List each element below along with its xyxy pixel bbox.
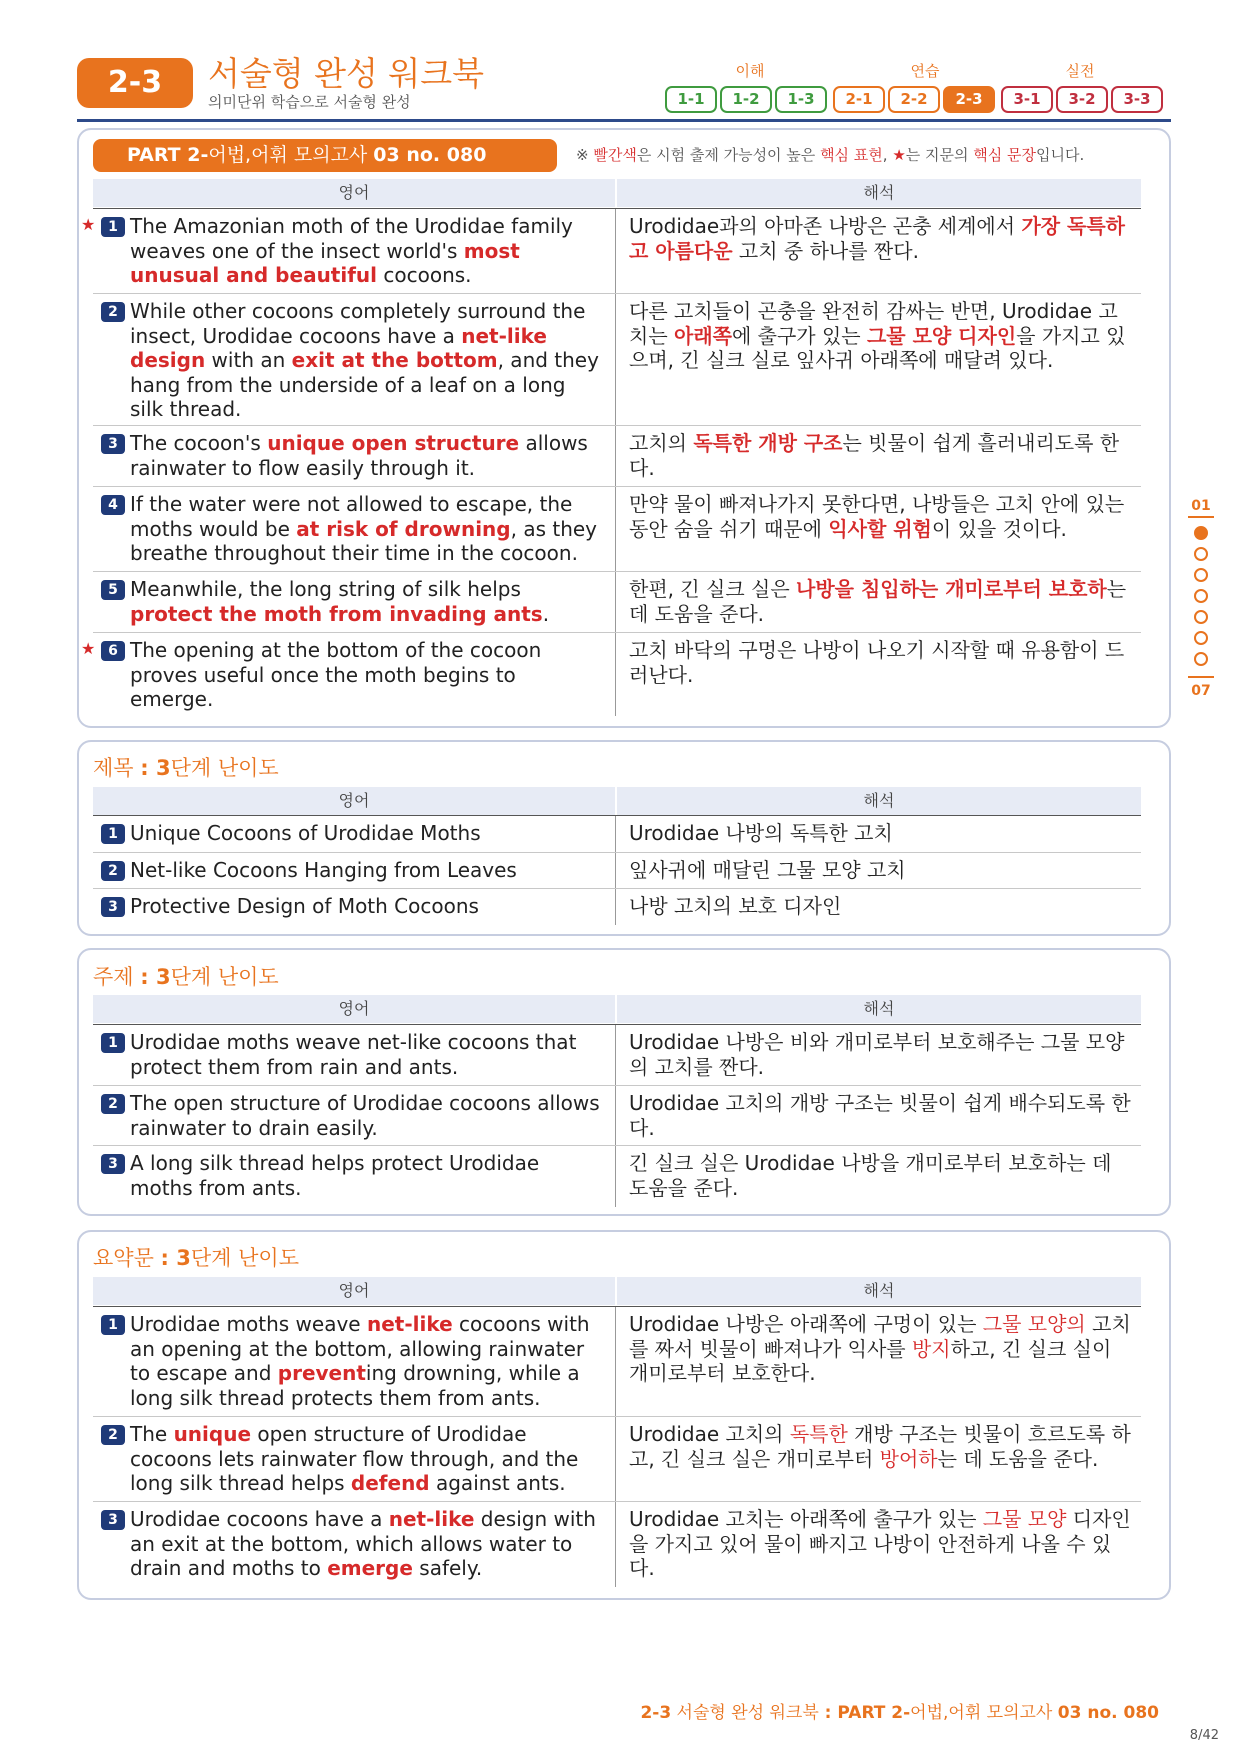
text-segment: Urodidae 나방은 비와 개미로부터 보호해주는 그물 모양의 고치를 짠다. (629, 1030, 1125, 1079)
text-segment: 고치를 짜서 빗물이 빠져나가 익사를 (629, 1312, 1131, 1361)
text-segment: safely. (412, 1556, 483, 1580)
korean-translation (629, 821, 1134, 846)
nav-step-1-1[interactable]: 1-1 (665, 86, 717, 113)
text-segment: 이 있을 것이다. (931, 516, 1067, 541)
english-text (130, 214, 600, 288)
part-label: PART 2-어법,어휘 모의고사 03 no. 080 (93, 139, 557, 172)
korean-translation (629, 431, 1134, 480)
text-segment: , and they hang from the underside of a leaf on a long silk thread. (130, 348, 599, 421)
side-progress-end: 07 (1191, 683, 1211, 699)
nav-step-1-2[interactable]: 1-2 (720, 86, 772, 113)
text-segment: 는 빗물이 쉽게 흘러내리도록 한다. (629, 431, 1120, 480)
key-sentence-star-icon: ★ (81, 639, 96, 658)
theme-section-heading: 주제 : 3단계 난이도 (93, 965, 279, 989)
text-segment: . (542, 601, 550, 626)
text-segment: 아래쪽 (674, 323, 732, 348)
column-divider (615, 1025, 616, 1086)
page-number: 8/42 (1189, 1728, 1219, 1743)
english-text (130, 1312, 600, 1410)
english-text (130, 431, 600, 480)
text-segment: ing drowning, while a long silk thread protects them from ants. (130, 1361, 580, 1410)
text-segment: cocoons with an opening at the bottom, allowing rainwater to escape and (130, 1312, 590, 1385)
row-number-badge: 3 (101, 1154, 125, 1174)
text-segment: against ants. (429, 1471, 566, 1495)
nav-step-2-1[interactable]: 2-1 (833, 86, 885, 113)
column-divider (615, 889, 616, 925)
row-number-badge: 1 (101, 824, 125, 844)
summary-column-header-english: 영어 (93, 1277, 615, 1305)
column-header-korean: 해석 (617, 179, 1141, 207)
row-number-badge: 2 (101, 1425, 125, 1445)
table-row (93, 852, 1141, 888)
side-progress-bar-top (1188, 516, 1214, 518)
column-divider (615, 633, 616, 716)
table-row (93, 425, 1141, 486)
side-progress-dot (1194, 652, 1208, 666)
row-number-badge: 3 (101, 434, 125, 454)
text-segment: 한편, 긴 실크 실은 (629, 577, 797, 601)
text-segment: unique open structure (267, 431, 520, 455)
text-segment: 에 출구가 있는 (731, 323, 867, 348)
text-segment: 익사할 위험 (828, 516, 932, 541)
nav-group-exam: 실전 (1065, 62, 1095, 80)
footer-label: 2-3 서술형 완성 워크북 : PART 2-어법,어휘 모의고사 03 no. 080 (640, 1703, 1159, 1723)
text-segment: open structure of Urodidae cocoons lets rainwater flow through, and the long silk thread helps (130, 1422, 579, 1495)
theme-column-header-korean: 해석 (617, 995, 1141, 1023)
text-segment: Urodidae 나방의 독특한 고치 (629, 821, 893, 845)
text-segment: Unique Cocoons of Urodidae Moths (130, 821, 481, 845)
text-segment: Urodidae moths weave (130, 1312, 367, 1336)
text-segment: at risk of drowning (296, 516, 511, 541)
text-segment: 고치 중 하나를 짠다. (732, 238, 919, 263)
korean-translation (629, 1507, 1134, 1581)
text-segment: 만약 물이 빠져나가지 못한다면, 나방들은 고치 안에 있는 동안 숨을 쉬기 때문에 (629, 492, 1125, 541)
text-segment: Urodidae cocoons have a (130, 1507, 389, 1531)
column-divider (615, 1307, 616, 1417)
page-title: 서술형 완성 워크북 (208, 54, 485, 93)
text-segment: 그물 모양의 (982, 1312, 1086, 1336)
table-row (93, 1024, 1141, 1085)
english-text (130, 1151, 600, 1200)
korean-translation (629, 299, 1134, 373)
side-progress-dot (1194, 610, 1208, 624)
summary-column-header-korean: 해석 (617, 1277, 1141, 1305)
text-segment: Net-like Cocoons Hanging from Leaves (130, 858, 517, 882)
english-text (130, 299, 600, 422)
english-text (130, 1091, 600, 1140)
title-column-header-korean: 해석 (617, 787, 1141, 815)
text-segment: Urodidae moths weave net-like cocoons that protect them from rain and ants. (130, 1030, 577, 1079)
korean-translation (629, 638, 1134, 687)
text-segment: 디자인을 가지고 있어 물이 빠지고 나방이 안전하게 나올 수 있다. (629, 1507, 1131, 1580)
side-progress-dot (1194, 547, 1208, 561)
theme-column-header-english: 영어 (93, 995, 615, 1023)
column-divider (615, 1146, 616, 1207)
text-segment: cocoons. (377, 263, 472, 287)
text-segment: net-like design (130, 323, 547, 372)
nav-step-3-3[interactable]: 3-3 (1111, 86, 1163, 113)
legend-note: ※ 빨간색은 시험 출제 가능성이 높은 핵심 표현, ★는 지문의 핵심 문장입니다. (576, 146, 1085, 164)
text-segment: Urodidae 고치는 아래쪽에 출구가 있는 (629, 1507, 983, 1531)
text-segment: If the water were not allowed to escape, the moths would be (130, 492, 573, 541)
unit-badge: 2-3 (77, 58, 193, 108)
table-row (93, 1306, 1141, 1416)
table-row (93, 815, 1141, 852)
english-text (130, 492, 600, 566)
text-segment: prevent (277, 1361, 366, 1385)
table-row (93, 293, 1141, 425)
text-segment: net-like (366, 1312, 453, 1336)
english-text (130, 894, 600, 919)
summary-section-heading: 요약문 : 3단계 난이도 (93, 1246, 299, 1270)
table-row (93, 1501, 1141, 1586)
text-segment: most unusual and beautiful (130, 238, 520, 287)
nav-step-2-3[interactable]: 2-3 (943, 86, 995, 113)
row-number-badge: 2 (101, 1094, 125, 1114)
korean-translation (629, 894, 1134, 919)
text-segment: The Amazonian moth of the Urodidae family weaves one of the insect world's (130, 214, 573, 263)
text-segment: 을 가지고 있으며, 긴 실크 실로 잎사귀 아래쪽에 매달려 있다. (629, 323, 1126, 372)
text-segment: 그물 모양 디자인 (866, 323, 1017, 348)
nav-step-3-1[interactable]: 3-1 (1001, 86, 1053, 113)
text-segment: 다른 고치들이 곤충을 완전히 감싸는 반면, Urodidae 고치는 (629, 299, 1118, 348)
nav-group-understand: 이해 (735, 62, 765, 80)
column-header-english: 영어 (93, 179, 615, 207)
english-text (130, 638, 600, 712)
text-segment: 방어하 (879, 1446, 938, 1471)
text-segment: unique (173, 1422, 252, 1446)
text-segment: 는 데 도움을 준다. (629, 577, 1127, 626)
text-segment: 고치의 (629, 431, 694, 455)
nav-step-3-2[interactable]: 3-2 (1056, 86, 1108, 113)
text-segment: 고치 바닥의 구멍은 나방이 나오기 시작할 때 유용함이 드러난다. (629, 638, 1125, 687)
text-segment: net-like (388, 1507, 475, 1531)
row-number-badge: 6 (101, 641, 125, 661)
side-progress-dot (1194, 631, 1208, 645)
text-segment: exit at the bottom (291, 348, 498, 372)
table-row (81, 208, 1141, 293)
row-number-badge: 2 (101, 861, 125, 881)
column-divider (615, 572, 616, 633)
korean-translation (629, 1312, 1134, 1386)
text-segment: The open structure of Urodidae cocoons allows rainwater to drain easily. (130, 1091, 600, 1140)
text-segment: The cocoon's (130, 431, 268, 455)
text-segment: 그물 모양 (982, 1507, 1067, 1531)
text-segment: defend (350, 1471, 430, 1495)
title-section-heading: 제목 : 3단계 난이도 (93, 756, 279, 780)
text-segment: Urodidae과의 아마존 나방은 곤충 세계에서 (629, 214, 1022, 238)
page-subtitle: 의미단위 학습으로 서술형 완성 (208, 93, 411, 111)
text-segment: 방지 (911, 1336, 951, 1361)
column-divider (615, 853, 616, 889)
korean-translation (629, 214, 1134, 263)
text-segment: 나방을 침입하는 개미로부터 보호하 (796, 577, 1107, 601)
title-column-header-english: 영어 (93, 787, 615, 815)
text-segment: 긴 실크 실은 Urodidae 나방을 개미로부터 보호하는 데 도움을 준다. (629, 1151, 1112, 1200)
text-segment: 나방 고치의 보호 디자인 (629, 894, 842, 918)
text-segment: 독특한 개방 구조 (693, 431, 843, 455)
text-segment: Urodidae 고치의 개방 구조는 빗물이 쉽게 배수되도록 한다. (629, 1091, 1131, 1140)
english-text (130, 821, 600, 846)
row-number-badge: 3 (101, 1510, 125, 1530)
side-progress-start: 01 (1191, 498, 1211, 514)
column-divider (615, 426, 616, 487)
korean-translation (629, 1091, 1134, 1140)
row-number-badge: 5 (101, 580, 125, 600)
table-row (93, 486, 1141, 571)
side-progress-dot (1194, 568, 1208, 582)
text-segment: emerge (327, 1556, 413, 1580)
text-segment: with an (205, 348, 292, 372)
korean-translation (629, 1422, 1134, 1471)
row-number-badge: 2 (101, 302, 125, 322)
text-segment: A long silk thread helps protect Urodidae moths from ants. (130, 1151, 540, 1200)
text-segment: 하고, 긴 실크 실이 개미로부터 보호한다. (629, 1336, 1112, 1385)
table-row (81, 632, 1141, 715)
table-row (93, 1416, 1141, 1501)
text-segment: Urodidae 나방은 아래쪽에 구멍이 있는 (629, 1312, 983, 1336)
key-sentence-star-icon: ★ (81, 215, 96, 234)
text-segment: design with an exit at the bottom, which allows water to drain and moths to (130, 1507, 596, 1580)
text-segment: The opening at the bottom of the cocoon proves useful once the moth begins to emerge. (130, 638, 542, 711)
column-divider (615, 1086, 616, 1146)
nav-group-practice: 연습 (910, 62, 940, 80)
column-divider (615, 487, 616, 572)
text-segment: 는 데 도움을 준다. (937, 1446, 1099, 1471)
side-progress-bar-bottom (1188, 676, 1214, 678)
english-text (130, 1030, 600, 1079)
text-segment: While other cocoons completely surround the insect, Urodidae cocoons have a (130, 299, 586, 348)
table-row (93, 571, 1141, 632)
nav-step-1-3[interactable]: 1-3 (775, 86, 827, 113)
table-row (93, 1085, 1141, 1145)
row-number-badge: 1 (101, 217, 125, 237)
column-divider (615, 209, 616, 294)
side-progress-dot (1194, 526, 1208, 540)
text-segment: , as they breathe throughout their time in the cocoon. (130, 516, 598, 565)
text-segment: 독특한 (789, 1422, 848, 1446)
column-divider (615, 294, 616, 426)
side-progress-dot (1194, 589, 1208, 603)
table-row (93, 888, 1141, 924)
text-segment: allows rainwater to flow easily through it. (130, 431, 588, 480)
english-text (130, 1422, 600, 1496)
text-segment: 가장 독특하고 아름다운 (629, 214, 1126, 263)
nav-step-2-2[interactable]: 2-2 (888, 86, 940, 113)
row-number-badge: 1 (101, 1315, 125, 1335)
column-divider (615, 1417, 616, 1502)
text-segment: 잎사귀에 매달린 그물 모양 고치 (629, 858, 906, 882)
text-segment: Urodidae 고치의 (629, 1422, 790, 1446)
text-segment: Meanwhile, the long string of silk helps (130, 577, 521, 601)
column-divider (615, 1502, 616, 1587)
table-row (93, 1145, 1141, 1206)
english-text (130, 858, 600, 883)
row-number-badge: 1 (101, 1033, 125, 1053)
english-text (130, 577, 600, 626)
text-segment: 개방 구조는 빗물이 흐르도록 하고, 긴 실크 실은 개미로부터 (629, 1422, 1131, 1471)
row-number-badge: 3 (101, 897, 125, 917)
korean-translation (629, 577, 1134, 626)
korean-translation (629, 1030, 1134, 1079)
header-divider (77, 119, 1171, 122)
column-divider (615, 816, 616, 853)
text-segment: protect the moth from invading ants (130, 601, 543, 626)
korean-translation (629, 1151, 1134, 1200)
text-segment: Protective Design of Moth Cocoons (130, 894, 479, 918)
row-number-badge: 4 (101, 495, 125, 515)
text-segment: The (130, 1422, 174, 1446)
korean-translation (629, 858, 1134, 883)
korean-translation (629, 492, 1134, 541)
english-text (130, 1507, 600, 1581)
